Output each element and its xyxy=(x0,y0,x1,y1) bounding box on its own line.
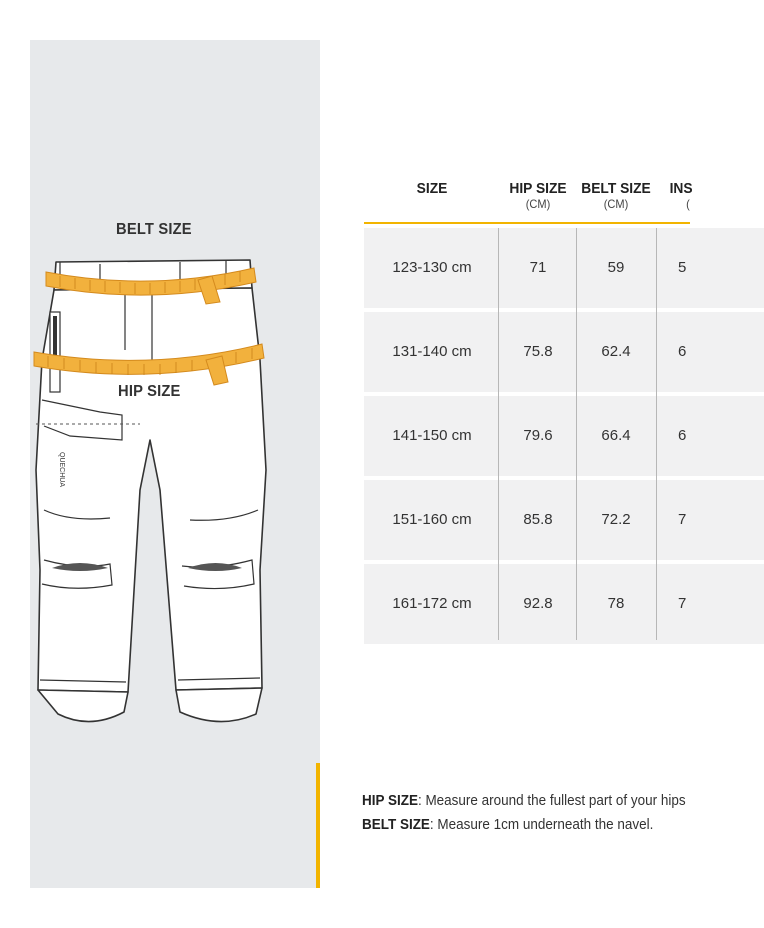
cell-size: 161-172 cm xyxy=(392,595,472,612)
belt-note-term: BELT SIZE xyxy=(362,817,430,833)
cell-hip: 92.8 xyxy=(523,595,553,612)
header-inseam: INS ( xyxy=(670,180,707,211)
hip-size-label: HIP SIZE xyxy=(118,383,181,400)
cell-size: 123-130 cm xyxy=(392,259,472,276)
size-chart-table xyxy=(364,176,693,646)
cell-inseam: 5 xyxy=(678,259,687,276)
table-row xyxy=(364,564,764,644)
cell-size: 141-150 cm xyxy=(392,427,472,444)
pants-illustration-icon xyxy=(30,240,320,740)
table-body xyxy=(364,228,764,644)
belt-note-text: : Measure 1cm underneath the navel. xyxy=(429,817,654,833)
column-divider xyxy=(498,228,499,640)
table-row xyxy=(364,228,764,308)
cell-inseam: 6 xyxy=(678,343,687,360)
cell-size: 131-140 cm xyxy=(392,343,472,360)
cell-belt: 78 xyxy=(607,595,625,612)
header-belt-unit: (CM) xyxy=(603,197,629,211)
hip-note-text: : Measure around the fullest part of your hips xyxy=(417,793,686,809)
measurement-notes xyxy=(362,789,692,837)
cell-size: 151-160 cm xyxy=(392,511,472,528)
hip-note xyxy=(362,789,686,813)
cell-belt: 62.4 xyxy=(601,343,631,360)
cell-belt: 59 xyxy=(607,259,625,276)
cell-hip: 75.8 xyxy=(523,343,553,360)
header-belt-size: BELT SIZE (CM) xyxy=(581,180,651,211)
brand-mark: QUECHUA xyxy=(58,452,65,488)
header-hip-unit: (CM) xyxy=(525,197,551,211)
table-header xyxy=(364,176,693,224)
header-underline xyxy=(364,222,690,224)
cell-inseam: 6 xyxy=(678,427,687,444)
table-row xyxy=(364,396,764,476)
cell-inseam: 7 xyxy=(678,595,687,612)
column-divider xyxy=(576,228,577,640)
header-size: SIZE xyxy=(416,180,448,197)
belt-note xyxy=(362,813,669,837)
accent-bar xyxy=(316,763,320,888)
cell-inseam: 7 xyxy=(678,511,687,528)
table-row xyxy=(364,312,764,392)
cell-hip: 79.6 xyxy=(523,427,553,444)
belt-size-label: BELT SIZE xyxy=(116,221,192,238)
column-divider xyxy=(656,228,657,640)
cell-belt: 72.2 xyxy=(601,511,631,528)
cell-hip: 71 xyxy=(529,259,547,276)
header-hip-size: HIP SIZE (CM) xyxy=(503,180,573,211)
hip-note-term: HIP SIZE xyxy=(362,793,418,809)
cell-hip: 85.8 xyxy=(523,511,553,528)
header-inseam-unit: ( xyxy=(686,197,690,211)
table-row xyxy=(364,480,764,560)
cell-belt: 66.4 xyxy=(601,427,631,444)
